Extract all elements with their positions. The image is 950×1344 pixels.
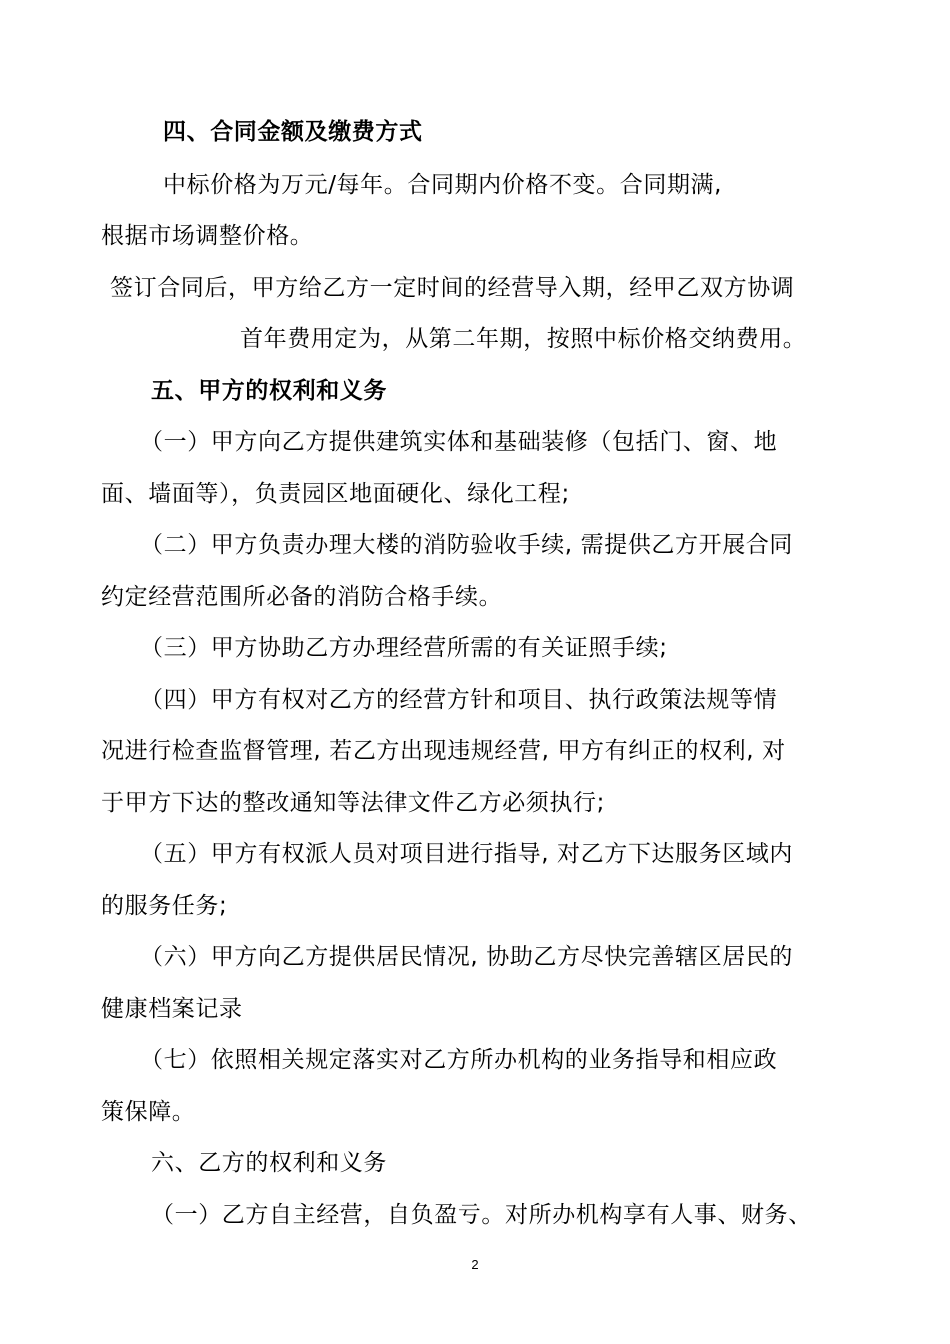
paragraph-line: 签订合同后，甲方给乙方一定时间的经营导入期，经甲乙双方协调 xyxy=(110,275,795,301)
paragraph-line: 约定经营范围所必备的消防合格手续。 xyxy=(101,584,503,610)
paragraph-line: （五）甲方有权派人员对项目进行指导, 对乙方下达服务区域内 xyxy=(140,841,794,867)
paragraph-line: 面、墙面等），负责园区地面硬化、绿化工程; xyxy=(101,481,570,507)
paragraph-line: 健康档案记录 xyxy=(101,996,243,1022)
paragraph-line: （七）依照相关规定落实对乙方所办机构的业务指导和相应政 xyxy=(140,1047,778,1073)
paragraph-line: 首年费用定为，从第二年期，按照中标价格交纳费用。 xyxy=(240,326,807,352)
paragraph-line: 根据市场调整价格。 xyxy=(101,223,314,249)
paragraph-line: （三）甲方协助乙方办理经营所需的有关证照手续; xyxy=(140,635,668,661)
paragraph-line: （四）甲方有权对乙方的经营方针和项目、执行政策法规等情 xyxy=(140,687,778,713)
paragraph-line: 况进行检查监督管理, 若乙方出现违规经营, 甲方有纠正的权利, 对 xyxy=(101,738,786,764)
paragraph-line: 中标价格为万元/每年。合同期内价格不变。合同期满, xyxy=(163,172,723,198)
paragraph-line: 于甲方下达的整改通知等法律文件乙方必须执行; xyxy=(101,790,605,816)
paragraph-line: 策保障。 xyxy=(101,1099,196,1125)
section-heading-4: 四、合同金额及缴费方式 xyxy=(163,119,423,145)
section-heading-5: 五、甲方的权利和义务 xyxy=(151,378,387,404)
paragraph-line: （二）甲方负责办理大楼的消防验收手续, 需提供乙方开展合同 xyxy=(140,532,794,558)
page-number: 2 xyxy=(471,1257,479,1272)
paragraph-line: 的服务任务; xyxy=(101,893,228,919)
paragraph-line: （六）甲方向乙方提供居民情况, 协助乙方尽快完善辖区居民的 xyxy=(140,944,794,970)
section-heading-6: 六、乙方的权利和义务 xyxy=(151,1150,387,1176)
paragraph-line: （一）乙方自主经营，自负盈亏。对所办机构享有人事、财务、 xyxy=(151,1202,812,1228)
paragraph-line: （一）甲方向乙方提供建筑实体和基础装修（包括门、窗、地 xyxy=(140,429,778,455)
